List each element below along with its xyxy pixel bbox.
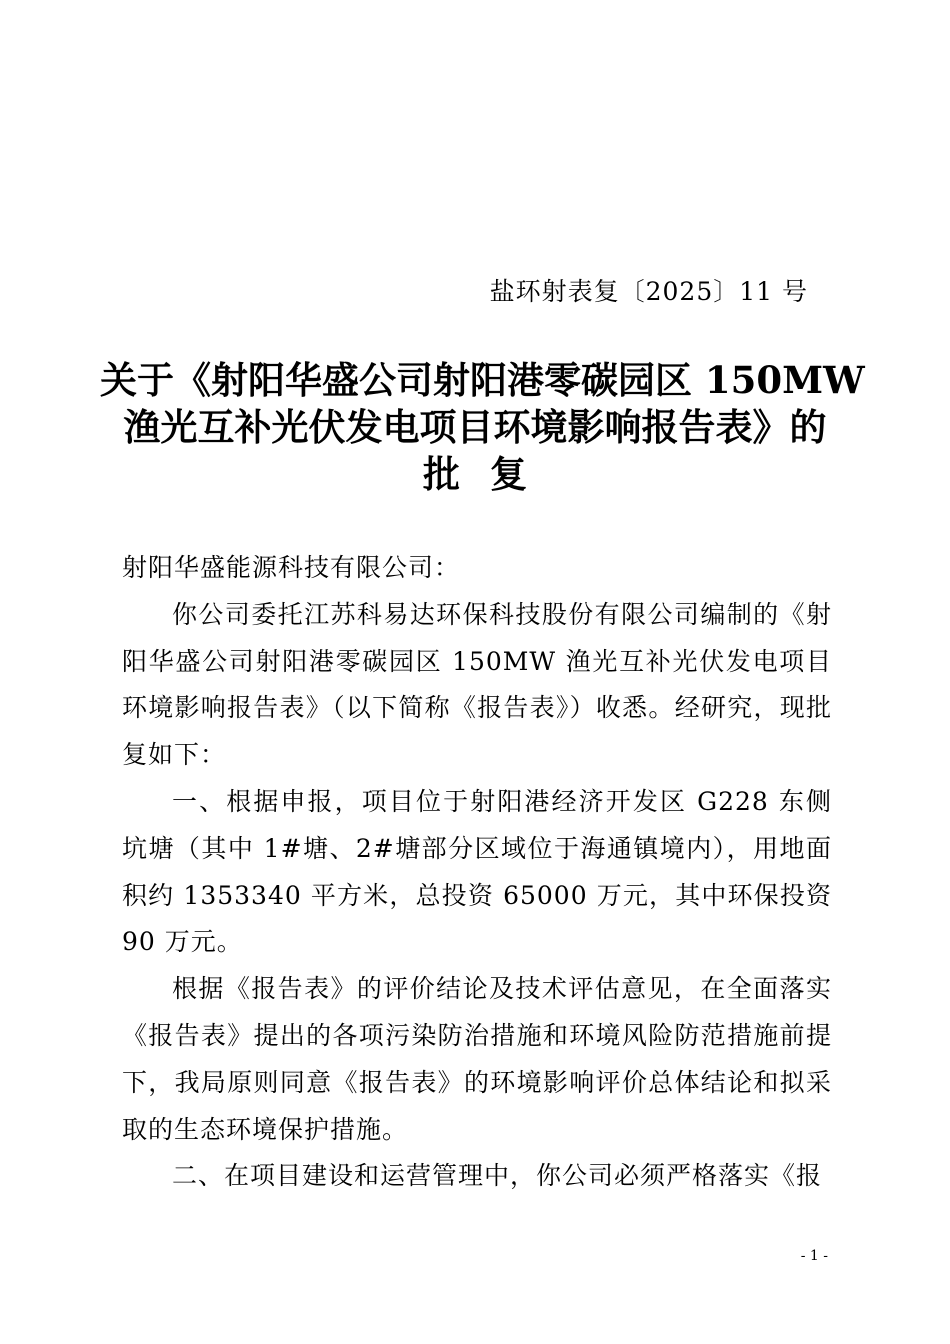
document-body (122, 545, 832, 1200)
title-line-1: 关于《射阳华盛公司射阳港零碳园区 150MW (100, 358, 865, 402)
paragraph-conclusion: 根据《报告表》的评价结论及技术评估意见，在全面落实《报告表》提出的各项污染防治措施和环境风险防范措施前提下，我局原则同意《报告表》的环境影响评价总体结论和拟采取的生态环境保护措施。 (122, 974, 832, 1144)
paragraph-intro: 你公司委托江苏科易达环保科技股份有限公司编制的《射阳华盛公司射阳港零碳园区 150MW 渔光互补光伏发电项目环境影响报告表》（以下简称《报告表》）收悉。经研究，现批复如下： (122, 599, 832, 770)
title-line-2: 渔光互补光伏发电项目环境影响报告表》的 (123, 405, 827, 449)
page-number: - 1 - (800, 1248, 828, 1264)
salutation: 射阳华盛能源科技有限公司： (122, 553, 461, 582)
document-title (100, 357, 865, 498)
paragraph-section-1: 一、根据申报，项目位于射阳港经济开发区 G228 东侧坑塘（其中 1#塘、2#塘部分区域位于海通镇境内），用地面积约 1353340 平方米，总投资 65000 万元，其中环保投资 90 万元。 (122, 786, 832, 957)
paragraph-section-2: 二、在项目建设和运营管理中，你公司必须严格落实《报 (172, 1161, 823, 1191)
document-number: 盐环射表复〔2025〕11 号 (489, 277, 808, 306)
title-line-3: 批复 (423, 452, 557, 496)
